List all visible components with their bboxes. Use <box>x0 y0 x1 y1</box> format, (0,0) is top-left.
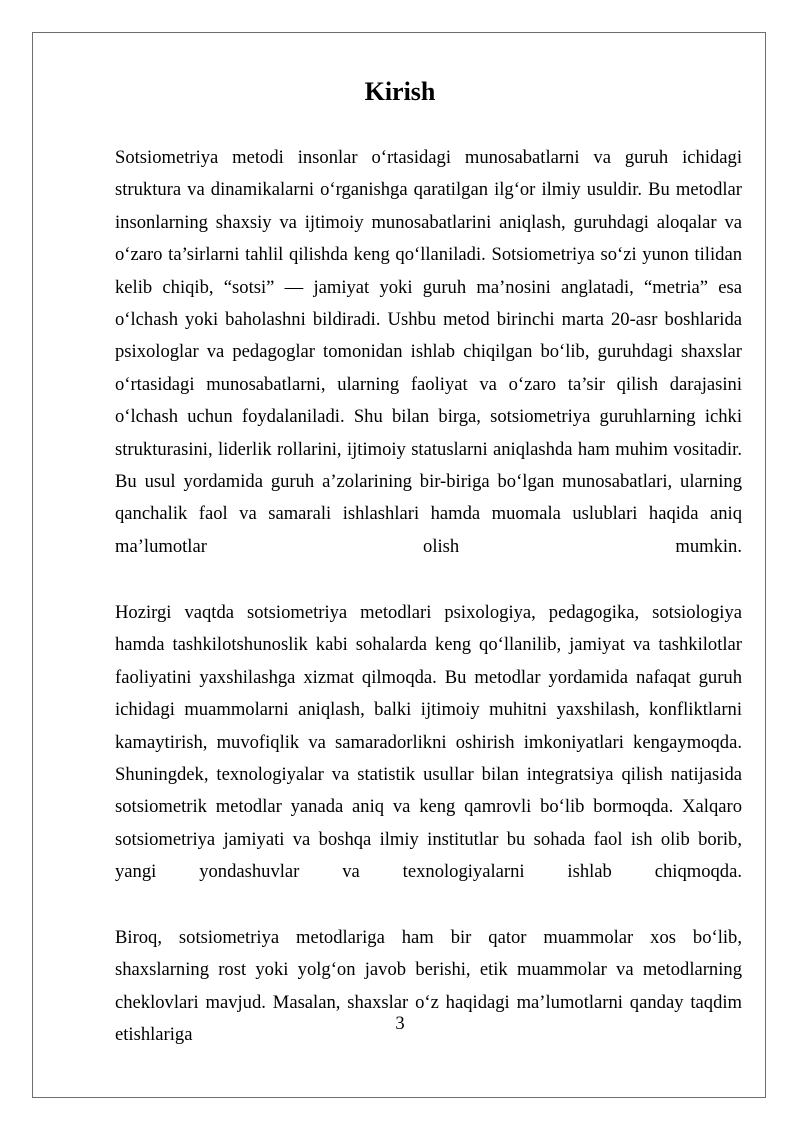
paragraph-introduction <box>115 142 742 563</box>
paragraph-text: Hozirgi vaqtda sotsiometriya metodlari psixologiya, pedagogika, sotsiologiya hamda tashkilotshunoslik kabi sohalarda keng qo‘llanilib, jamiyat va tashkilotlar faoliyatini yaxshilashga xizmat qilmoqda. Bu metodlar yordamida nafaqat guruh ichidagi muammolarni aniqlash, balki ijtimoiy muhitni yaxshilash, konfliktlarni kamaytirish, muvofiqlik va samaradorlikni oshirish imkoniyatlari kengaymoqda. Shuningdek, texnologiyalar va statistik usullar bilan integratsiya qilish natijasida sotsiometrik metodlar yanada aniq va keng qamrovli bo‘lib bormoqda. Xalqaro sotsiometriya jamiyati va boshqa ilmiy institutlar bu sohada faol ish olib borib, yangi yondashuvlar va texnologiyalarni ishlab chiqmoqda. <box>115 602 742 883</box>
paragraph-current-use <box>115 597 742 889</box>
paragraph-text: Biroq, sotsiometriya metodlariga ham bir qator muammolar xos bo‘lib, shaxslarning rost yoki yolg‘on javob berishi, etik muammolar va metodlarning cheklovlari mavjud. Masalan, shaxslar o‘z haqidagi ma’lumotlarni qanday taqdim etishlariga <box>115 927 742 1046</box>
page-title: Kirish <box>364 77 436 106</box>
page-number: 3 <box>395 1013 405 1034</box>
paragraph-text: Sotsiometriya metodi insonlar o‘rtasidagi munosabatlarni va guruh ichidagi struktura va dinamikalarni o‘rganishga qaratilgan ilg‘or ilmiy usuldir. Bu metodlar insonlarning shaxsiy va ijtimoiy munosabatlarini aniqlash, guruhdagi aloqalar va o‘zaro ta’sirlarni tahlil qilishda keng qo‘llaniladi. Sotsiometriya so‘zi yunon tilidan kelib chiqib, “sotsi” — jamiyat yoki guruh ma’nosini anglatadi, “metria” esa o‘lchash yoki baholashni bildiradi. Ushbu metod birinchi marta 20-asr boshlarida psixologlar va pedagoglar tomonidan ishlab chiqilgan bo‘lib, guruhdagi shaxslar o‘rtasidagi munosabatlarni, ularning faoliyat va o‘zaro ta’sir qilish darajasini o‘lchash uchun foydalaniladi. Shu bilan birga, sotsiometriya guruhlarning ichki strukturasini, liderlik rollarini, ijtimoiy statuslarni aniqlashda ham muhim vositadir. Bu usul yordamida guruh a’zolarining bir-biriga bo‘lgan munosabatlari, ularning qanchalik faol va samarali ishlashlari hamda muomala uslublari haqida aniq ma’lumotlar olish mumkin. <box>115 147 742 557</box>
